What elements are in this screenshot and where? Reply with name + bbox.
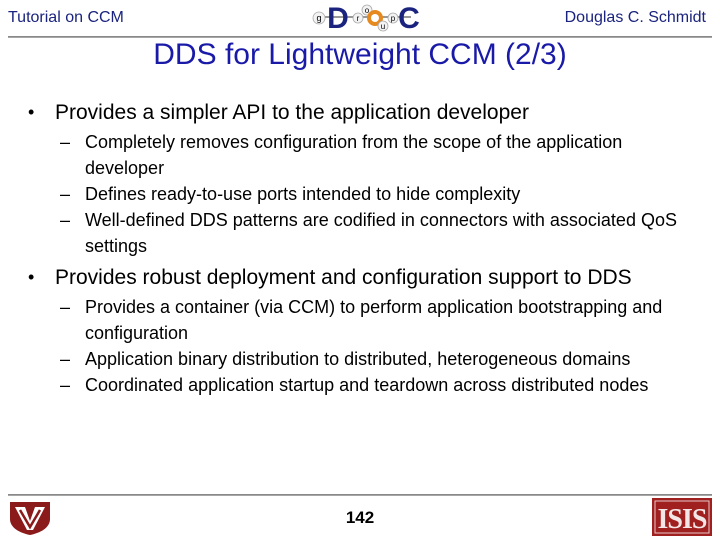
bullet-1-text: Provides a simpler API to the application developer xyxy=(55,101,529,124)
bullet-1 xyxy=(28,100,690,125)
bullet-2-subitems xyxy=(28,294,690,398)
doc-group-logo xyxy=(303,0,421,36)
svg-text:r: r xyxy=(356,14,360,23)
dash-icon: – xyxy=(60,349,71,369)
dash-icon: – xyxy=(60,210,71,230)
sub-bullet-text: Completely removes configuration from the scope of the application developer xyxy=(85,132,623,178)
svg-text:p: p xyxy=(390,14,396,23)
bullet-dot-icon: • xyxy=(28,102,35,122)
svg-text:C: C xyxy=(398,2,420,35)
sub-bullet xyxy=(28,294,690,346)
sub-bullet-text: Defines ready-to-use ports intended to hide complexity xyxy=(85,184,521,204)
svg-text:o: o xyxy=(364,6,370,15)
bullet-2 xyxy=(28,265,690,290)
dash-icon: – xyxy=(60,375,71,395)
sub-bullet xyxy=(28,207,690,259)
bullet-1-subitems xyxy=(28,129,690,259)
dash-icon: – xyxy=(60,184,71,204)
page-number: 142 xyxy=(345,508,375,527)
header-course-title: Tutorial on CCM xyxy=(8,9,124,26)
sub-bullet-text: Application binary distribution to distributed, heterogeneous domains xyxy=(85,349,631,369)
sub-bullet-text: Coordinated application startup and teardown across distributed nodes xyxy=(85,375,649,395)
dash-icon: – xyxy=(60,297,71,317)
dash-icon: – xyxy=(60,132,71,152)
sub-bullet xyxy=(28,346,690,372)
bullet-dot-icon: • xyxy=(28,267,35,287)
footer-divider xyxy=(8,494,712,496)
sub-bullet xyxy=(28,181,690,207)
slide-title: DDS for Lightweight CCM (2/3) xyxy=(153,38,567,71)
bullet-2-text: Provides robust deployment and configuration support to DDS xyxy=(55,266,632,289)
sub-bullet-text: Well-defined DDS patterns are codified in connectors with associated QoS settings xyxy=(85,210,677,256)
sub-bullet xyxy=(28,372,690,398)
svg-text:u: u xyxy=(380,22,386,31)
svg-text:g: g xyxy=(316,13,322,23)
sub-bullet xyxy=(28,129,690,181)
isis-logo-icon xyxy=(652,498,712,536)
svg-text:D: D xyxy=(327,2,349,35)
header-author: Douglas C. Schmidt xyxy=(564,9,706,26)
svg-text:ISIS: ISIS xyxy=(657,504,707,535)
slide-body xyxy=(28,100,690,404)
sub-bullet-text: Provides a container (via CCM) to perform application bootstrapping and configuration xyxy=(85,297,663,343)
